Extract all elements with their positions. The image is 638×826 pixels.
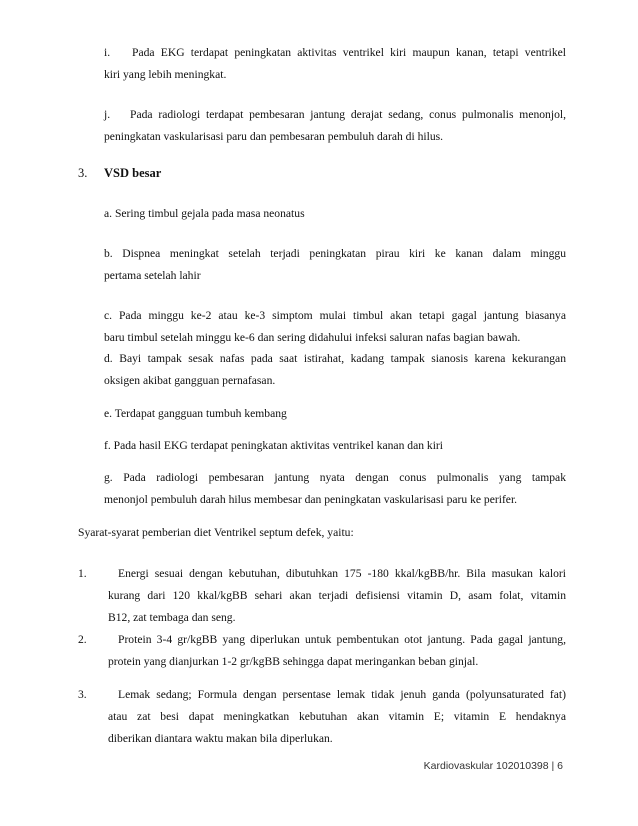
list-item bbox=[104, 203, 566, 225]
list-item bbox=[104, 305, 566, 349]
item-text-line: protein yang dianjurkan 1-2 gr/kgBB sehingga dapat meringankan beban ginjal. bbox=[108, 655, 479, 668]
diet-item bbox=[118, 629, 566, 651]
list-item bbox=[104, 348, 566, 392]
item-text-line: kiri yang lebih meningkat. bbox=[104, 68, 227, 81]
item-text-line: c. Pada minggu ke-2 atau ke-3 simptom mulai timbul akan tetapi gagal jantung biasanya bbox=[104, 309, 566, 322]
item-text-line: pertama setelah lahir bbox=[104, 269, 201, 282]
diet-item bbox=[118, 563, 566, 585]
diet-item-continuation bbox=[108, 706, 566, 750]
diet-item-continuation bbox=[108, 585, 566, 629]
list-item bbox=[104, 467, 566, 511]
item-text-line: diberikan diantara waktu makan bila diperlukan. bbox=[108, 732, 333, 745]
diet-item-continuation bbox=[108, 651, 566, 673]
item-text-line: f. Pada hasil EKG terdapat peningkatan aktivitas ventrikel kanan dan kiri bbox=[104, 439, 444, 452]
item-text-line: oksigen akibat gangguan pernafasan. bbox=[104, 374, 276, 387]
item-text-line: Protein 3-4 gr/kgBB yang diperlukan untuk pembentukan otot jantung. Pada gagal jantung, bbox=[118, 633, 566, 646]
list-item bbox=[104, 403, 566, 425]
item-text-line: peningkatan vaskularisasi paru dan pembesaran pembuluh darah di hilus. bbox=[104, 130, 444, 143]
list-item bbox=[132, 42, 566, 64]
section-title: VSD besar bbox=[104, 166, 162, 180]
list-item bbox=[104, 435, 566, 457]
list-item bbox=[104, 243, 566, 287]
item-text-line: Pada radiologi terdapat pembesaran jantung derajat sedang, conus pulmonalis menonjol, bbox=[130, 108, 566, 121]
item-text-line: a. Sering timbul gejala pada masa neonatus bbox=[104, 207, 305, 220]
diet-intro: Syarat-syarat pemberian diet Ventrikel septum defek, yaitu: bbox=[78, 526, 354, 539]
diet-item bbox=[118, 684, 566, 706]
item-text-line: Lemak sedang; Formula dengan persentase lemak tidak jenuh ganda (polyunsaturated fat) bbox=[118, 688, 566, 701]
item-text-line: menonjol pembuluh darah hilus membesar dan peningkatan vaskularisasi paru ke perifer. bbox=[104, 493, 518, 506]
list-item-continuation bbox=[104, 126, 566, 148]
item-text-line: Energi sesuai dengan kebutuhan, dibutuhkan 175 -180 kkal/kgBB/hr. Bila masukan kalori bbox=[118, 567, 566, 580]
list-item-continuation bbox=[104, 64, 566, 86]
item-text-line: e. Terdapat gangguan tumbuh kembang bbox=[104, 407, 287, 420]
item-text-line: B12, zat tembaga dan seng. bbox=[108, 611, 236, 624]
diet-item-number: 1. bbox=[78, 567, 87, 580]
item-text-line: b. Dispnea meningkat setelah terjadi peningkatan pirau kiri ke kanan dalam minggu bbox=[104, 247, 566, 260]
item-text-line: Pada EKG terdapat peningkatan aktivitas ventrikel kiri maupun kanan, tetapi ventrikel bbox=[132, 46, 566, 59]
item-text-line: d. Bayi tampak sesak nafas pada saat istirahat, kadang tampak sianosis karena kekurangan bbox=[104, 352, 566, 365]
item-marker: i. bbox=[104, 46, 111, 59]
item-marker: j. bbox=[104, 108, 111, 121]
section-number: 3. bbox=[78, 166, 88, 180]
page-footer: Kardiovaskular 102010398 | 6 bbox=[423, 760, 563, 772]
diet-item-number: 2. bbox=[78, 633, 87, 646]
item-text-line: baru timbul setelah minggu ke-6 dan sering didahului infeksi saluran nafas bagian bawah. bbox=[104, 331, 521, 344]
list-item bbox=[130, 104, 566, 126]
item-text-line: g. Pada radiologi pembesaran jantung nyata dengan conus pulmonalis yang tampak bbox=[104, 471, 566, 484]
item-text-line: kurang dari 120 kkal/kgBB sehari akan terjadi defisiensi vitamin D, asam folat, vitamin bbox=[108, 589, 566, 602]
item-text-line: atau zat besi dapat meningkatkan kebutuhan akan vitamin E; vitamin E hendaknya bbox=[108, 710, 566, 723]
diet-item-number: 3. bbox=[78, 688, 87, 701]
